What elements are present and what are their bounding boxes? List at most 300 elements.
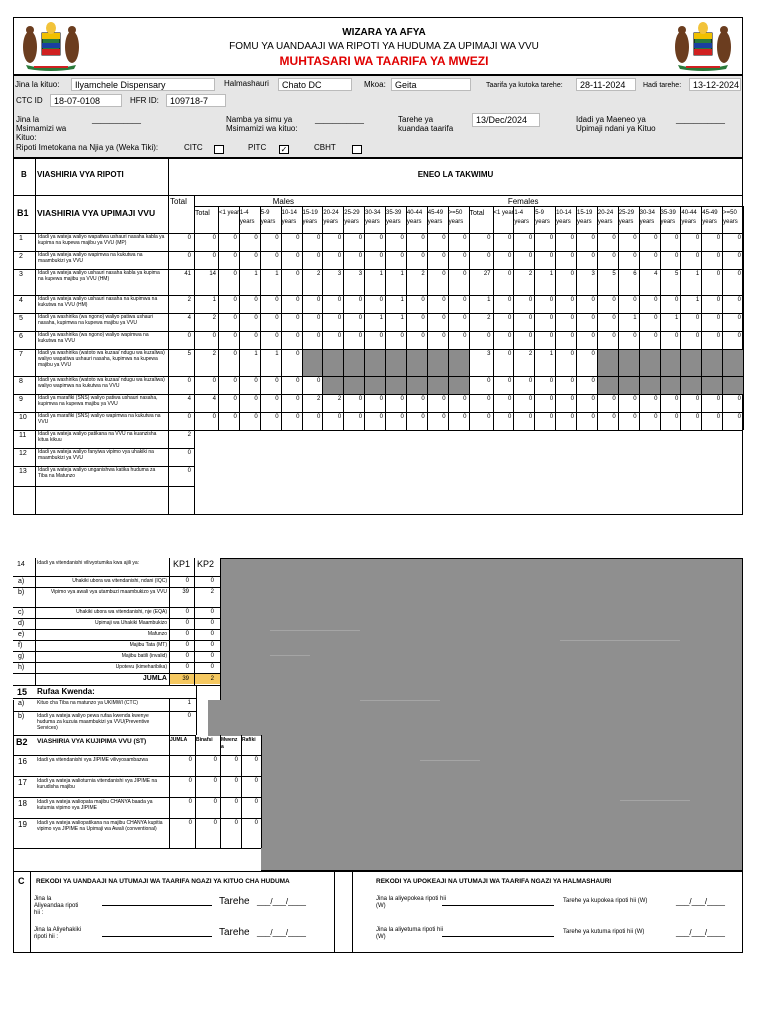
b2-value[interactable]: 0	[213, 757, 217, 763]
data-cell-value: 0	[212, 333, 216, 339]
data-cell-value: 0	[549, 253, 554, 259]
b2-value[interactable]: 0	[254, 778, 258, 784]
data-cell-value: 0	[400, 414, 404, 420]
data-area-title: ENEO LA TAKWIMU	[417, 170, 494, 179]
data-cell-value: 0	[296, 396, 300, 402]
kp2-value[interactable]: 0	[210, 653, 214, 659]
data-cell-value: 0	[716, 414, 721, 420]
data-cell-value: 0	[654, 396, 658, 402]
data-cell-value: 0	[528, 414, 533, 420]
disabled-cell	[661, 350, 681, 376]
data-cell-value: 0	[233, 333, 237, 339]
verified-date-field[interactable]: ___/___/____	[257, 928, 306, 937]
s15-row-value[interactable]: 0	[187, 713, 191, 719]
b2-value[interactable]: 0	[213, 799, 217, 805]
b2-column-divider	[195, 735, 196, 848]
kp2-value[interactable]: 0	[210, 664, 214, 670]
male-age-header: 25-29 years	[344, 210, 360, 225]
b2-value[interactable]: 0	[234, 757, 238, 763]
data-cell-value: 0	[254, 235, 258, 241]
disabled-cell	[323, 350, 343, 376]
data-cell-value: 0	[254, 378, 258, 384]
data-cell-value: 0	[337, 297, 342, 303]
s15-number: 15	[17, 687, 28, 697]
form-title: FOMU YA UANDAAJI WA RIPOTI YA HUDUMA ZA UPIMAJI WA VVU	[229, 41, 539, 52]
data-cell-value: 0	[463, 253, 467, 259]
data-cell-value: 1	[254, 271, 258, 277]
male-age-header: 15-19 years	[302, 210, 318, 225]
data-cell-value: 0	[695, 333, 700, 339]
kp2-value[interactable]: 0	[210, 578, 214, 584]
data-cell-value: 0	[379, 414, 383, 420]
disabled-cell	[407, 350, 427, 376]
data-cell-value: 0	[508, 235, 512, 241]
data-cell-value: 0	[612, 253, 616, 259]
data-cell-value: 0	[675, 333, 679, 339]
kp1-value[interactable]: 0	[185, 620, 189, 626]
data-cell-value: 0	[591, 235, 595, 241]
row-total-value[interactable]: 0	[187, 235, 191, 241]
kp1-value[interactable]: 0	[185, 653, 189, 659]
data-cell-value: 0	[442, 235, 446, 241]
testing-areas-label: Idadi ya Maeneo ya Upimaji ndani ya Kituo	[576, 115, 656, 133]
data-cell-value: 0	[508, 333, 512, 339]
data-cell-value: 0	[421, 414, 425, 420]
female-age-header: 15-19 years	[577, 210, 593, 225]
data-cell-value: 0	[379, 297, 383, 303]
opt-citc-checkbox[interactable]	[214, 145, 224, 154]
data-cell-value: 0	[675, 235, 679, 241]
kp1-value[interactable]: 0	[185, 664, 189, 670]
b2-value[interactable]: 0	[254, 757, 258, 763]
data-cell-value: 0	[337, 315, 342, 321]
b2-header-bottom	[13, 755, 261, 756]
data-cell-value: 4	[212, 396, 216, 402]
grey-area-gridline	[270, 630, 360, 631]
data-cell-value: 0	[716, 235, 721, 241]
grey-area-gridline	[270, 655, 310, 656]
data-cell-value: 1	[254, 351, 258, 357]
received-by-field[interactable]	[442, 905, 554, 906]
b2-row-label: Idadi ya vitendanishi vya JIPIME vilivyosambazwa	[37, 757, 148, 763]
row-total-value[interactable]: 2	[187, 297, 191, 303]
row-description: Idadi ya washirika (watoto wa kuzaa/ ndugu wa kuzaliwa) waliyo wapatiwa ushauri nasaha, kupimwa na kupewa majibu ya VVU	[38, 350, 165, 368]
data-cell-value: 0	[233, 351, 237, 357]
data-cell-value: 0	[675, 297, 679, 303]
data-cell-value: 0	[654, 235, 658, 241]
section-c-right-divider	[352, 871, 353, 953]
data-cell-value: 0	[695, 253, 700, 259]
prepared-date-field[interactable]: ___/___/____	[257, 897, 306, 906]
data-cell-value: 0	[212, 414, 216, 420]
opt-citc-label: CITC	[184, 143, 203, 152]
b2-value[interactable]: 0	[188, 757, 192, 763]
data-cell-value: 5	[675, 271, 679, 277]
disabled-cell	[386, 377, 406, 394]
male-age-header: 35-39 years	[386, 210, 402, 225]
data-cell-value: 0	[442, 253, 446, 259]
data-cell-value: 0	[487, 333, 491, 339]
hfr-id-label: HFR ID:	[130, 96, 159, 105]
b1-code: B1	[17, 208, 29, 218]
data-cell-value: 0	[421, 333, 425, 339]
s15-title: Rufaa Kwenda:	[37, 687, 95, 696]
b1-title: VIASHIRIA VYA UPIMAJI VVU	[37, 208, 156, 218]
b2-value[interactable]: 0	[234, 820, 238, 826]
section-c-left-title: REKODI YA UANDAAJI NA UTUMAJI WA TAARIFA NGAZI YA KITUO CHA HUDUMA	[36, 878, 290, 885]
row-description: Idadi ya wateja waliyo unganishwa katika huduma za Tiba na Matunzo	[38, 467, 156, 479]
data-cell-value: 0	[296, 297, 300, 303]
row-number: 12	[19, 450, 27, 457]
verified-by-field[interactable]	[102, 936, 212, 937]
data-cell-value: 1	[695, 297, 700, 303]
data-cell-value: 0	[233, 315, 237, 321]
kp1-value[interactable]: 0	[185, 631, 189, 637]
phone-blank[interactable]: ___________	[315, 115, 364, 124]
data-cell-value: 0	[508, 351, 512, 357]
females-header: Females	[507, 197, 539, 206]
kp1-value[interactable]: 39	[182, 589, 189, 595]
data-cell-value: 0	[400, 235, 404, 241]
data-cell-value: 0	[695, 414, 700, 420]
data-cell-value: 0	[317, 235, 321, 241]
b2-value[interactable]: 0	[234, 799, 238, 805]
data-cell-value: 0	[633, 396, 637, 402]
data-cell-value: 0	[654, 333, 658, 339]
data-cell-value: 0	[570, 378, 574, 384]
b2-row-border	[13, 797, 261, 798]
disabled-cell	[407, 377, 427, 394]
b2-value[interactable]: 0	[188, 799, 192, 805]
data-cell-value: 1	[549, 271, 554, 277]
sent-date-field[interactable]: ___/___/____	[676, 928, 725, 937]
data-cell-value: 0	[296, 235, 300, 241]
disabled-cell	[681, 377, 701, 394]
data-cell-value: 0	[570, 253, 574, 259]
data-cell-value: 0	[737, 271, 741, 277]
jumla-kp1-value: 39	[182, 676, 189, 682]
b2-value[interactable]: 0	[254, 820, 258, 826]
ctc-id-field[interactable]: 18-07-0108	[50, 94, 122, 107]
row-total-value[interactable]: 4	[187, 315, 191, 321]
data-cell-value: 0	[296, 378, 300, 384]
data-cell-value: 0	[317, 414, 321, 420]
row-number: 7	[19, 351, 23, 358]
female-age-header: 1-4 years	[514, 210, 530, 225]
data-cell-value: 0	[400, 253, 404, 259]
s14-row-code: b)	[18, 589, 25, 596]
verified-date-label: Tarehe	[219, 927, 250, 938]
disabled-cell	[702, 350, 722, 376]
row-description: Idadi ya marafiki (SNS) waliyo wapimwa na kukutwa na VVU	[38, 413, 161, 425]
data-cell-value: 4	[654, 271, 658, 277]
section-b-code: B	[21, 170, 27, 179]
data-cell-value: 1	[275, 351, 279, 357]
s14-row-code: c)	[18, 609, 24, 616]
date-prepared-label: Tarehe ya kuandaa taarifa	[398, 115, 454, 133]
council-label: Halmashauri	[224, 79, 269, 88]
data-cell-value: 0	[463, 315, 467, 321]
prepared-by-field[interactable]	[102, 905, 212, 906]
report-from-field[interactable]: 28-11-2024	[576, 78, 636, 91]
data-cell-value: 0	[570, 315, 574, 321]
kp2-value[interactable]: 0	[210, 609, 214, 615]
data-cell-value: 0	[612, 414, 616, 420]
data-cell-value: 0	[421, 315, 425, 321]
data-cell-value: 0	[508, 378, 512, 384]
incharge-blank[interactable]: ___________	[92, 115, 141, 124]
hfr-id-field[interactable]: 109718-7	[166, 94, 226, 107]
data-cell-value: 0	[549, 414, 554, 420]
facility-name-label: Jina la kituo:	[15, 80, 60, 89]
b2-value[interactable]: 0	[213, 778, 217, 784]
row-number: 6	[19, 333, 23, 340]
data-cell-value: 0	[487, 396, 491, 402]
data-cell-value: 0	[549, 378, 554, 384]
data-cell-value: 0	[591, 297, 595, 303]
data-cell-value: 0	[296, 253, 300, 259]
kp1-value[interactable]: 0	[185, 642, 189, 648]
s14-row-code: g)	[18, 653, 25, 660]
row-number: 2	[19, 253, 23, 260]
data-cell-value: 0	[716, 297, 721, 303]
section-c-right-title: REKODI YA UPOKEAJI NA UTUMAJI WA TAARIFA NGAZI YA HALMASHAURI	[376, 878, 612, 885]
data-cell-value: 14	[209, 271, 216, 277]
opt-cbht-label: CBHT	[314, 143, 336, 152]
data-cell-value: 0	[442, 333, 446, 339]
row-total-value[interactable]: 0	[187, 253, 191, 259]
data-cell-value: 0	[317, 253, 321, 259]
data-cell-value: 0	[358, 235, 363, 241]
data-cell-value: 0	[695, 315, 700, 321]
disabled-cell	[344, 377, 364, 394]
data-cell-value: 0	[549, 297, 554, 303]
sent-by-field[interactable]	[442, 936, 554, 937]
b-code-divider	[35, 158, 36, 515]
data-cell-value: 0	[549, 315, 554, 321]
date-prepared-field[interactable]: 13/Dec/2024	[472, 113, 540, 127]
data-cell-value: 0	[737, 297, 741, 303]
male-age-header: 45-49 years	[427, 210, 444, 225]
data-cell-value: 0	[275, 414, 279, 420]
data-cell-value: 0	[716, 396, 721, 402]
data-cell-value: 0	[633, 297, 637, 303]
testing-areas-blank[interactable]: ___________	[676, 115, 725, 124]
row-total-value[interactable]: 0	[187, 450, 191, 456]
row-total-value[interactable]: 41	[184, 271, 191, 277]
row-number: 5	[19, 315, 23, 322]
data-cell-value: 0	[254, 253, 258, 259]
kp2-value[interactable]: 2	[210, 589, 214, 595]
data-cell-value: 0	[508, 414, 512, 420]
data-cell-value: 0	[612, 396, 616, 402]
kp2-value[interactable]: 0	[210, 631, 214, 637]
data-cell-value: 0	[528, 333, 533, 339]
section-c-code-divider	[30, 871, 31, 953]
kp2-value[interactable]: 0	[210, 642, 214, 648]
data-cell-value: 0	[549, 333, 554, 339]
disabled-cell	[365, 377, 385, 394]
data-cell-value: 1	[212, 297, 216, 303]
data-cell-value: 0	[508, 315, 512, 321]
data-cell-value: 0	[254, 414, 258, 420]
row-description: Idadi ya washirika (wa ngono) waliyo patiwa ushauri nasaha, kupimwa na kupewa majibu ya VVU	[38, 314, 154, 326]
b2-value[interactable]: 0	[254, 799, 258, 805]
row-total-value[interactable]: 0	[187, 333, 191, 339]
data-cell-value: 0	[358, 414, 363, 420]
region-field[interactable]: Geita	[391, 78, 471, 91]
data-cell-value: 0	[612, 235, 616, 241]
male-age-header: >=50 years	[448, 210, 464, 225]
data-cell-value: 0	[317, 297, 321, 303]
s14-number: 14	[17, 561, 25, 568]
data-cell-value: 1	[400, 297, 404, 303]
data-cell-value: 0	[654, 315, 658, 321]
data-cell-value: 0	[528, 297, 533, 303]
male-age-header: 30-34 years	[365, 210, 381, 225]
data-cell-value: 0	[570, 396, 574, 402]
data-cell-value: 0	[654, 253, 658, 259]
s14-row-code: a)	[18, 578, 25, 585]
data-cell-value: 0	[296, 333, 300, 339]
row-number: 11	[19, 432, 27, 439]
data-cell-value: 0	[317, 378, 321, 384]
disabled-cell	[619, 350, 639, 376]
opt-cbht-checkbox[interactable]	[352, 145, 362, 154]
kp2-value[interactable]: 0	[210, 620, 214, 626]
row-total-value[interactable]: 2	[187, 432, 191, 438]
male-age-header: 5-9 years	[260, 210, 276, 225]
b2-value[interactable]: 0	[188, 820, 192, 826]
kp1-value[interactable]: 0	[185, 578, 189, 584]
data-cell-value: 0	[633, 414, 637, 420]
s14-row-border	[13, 618, 221, 619]
data-cell-value: 3	[358, 271, 363, 277]
data-cell-value: 0	[379, 235, 383, 241]
b2-row-number: 17	[18, 778, 27, 787]
row-number: 9	[19, 396, 23, 403]
data-cell-value: 0	[591, 378, 595, 384]
data-cell-value: 1	[379, 271, 383, 277]
row-total-value[interactable]: 0	[187, 414, 191, 420]
row-description: Idadi ya marafiki (SNS) waliyo patiwa ushauri nasaha, kupimwa na kupewa majibu ya VVU	[38, 395, 158, 407]
data-cell-value: 0	[337, 414, 342, 420]
data-cell-value: 0	[633, 253, 637, 259]
kp1-value[interactable]: 0	[185, 609, 189, 615]
male-age-header: 1-4 years	[239, 210, 255, 225]
data-cell-value: 0	[337, 253, 342, 259]
s15-end-divider	[196, 685, 197, 735]
data-cell-value: 0	[463, 396, 467, 402]
data-cell-value: 0	[570, 351, 574, 357]
s15-row-value[interactable]: 1	[187, 700, 191, 706]
data-cell-value: 0	[716, 333, 721, 339]
s14-row-border	[13, 662, 221, 663]
region-label: Mkoa:	[364, 80, 386, 89]
council-field[interactable]: Chato DC	[278, 78, 352, 91]
jumla-kp2-value: 2	[210, 676, 214, 682]
verified-by-label: Jina la Aliyehakiki ripoti hii :	[34, 927, 82, 940]
facility-name-field[interactable]: Ilyamchele Dispensary	[71, 78, 215, 91]
data-cell-value: 0	[463, 414, 467, 420]
row-total-value[interactable]: 4	[187, 396, 191, 402]
s14-row-border	[13, 651, 221, 652]
received-date-field[interactable]: ___/___/____	[676, 897, 725, 906]
female-total-header: Total	[469, 210, 485, 217]
s14-description: Idadi ya vitendanishi vilivyotumika kwa ajili ya:	[37, 560, 139, 566]
data-cell-value: 0	[379, 333, 383, 339]
data-cell-value: 0	[737, 253, 741, 259]
b2-value[interactable]: 0	[234, 778, 238, 784]
data-cell-value: 0	[508, 297, 512, 303]
data-cell-value: 0	[675, 414, 679, 420]
row-total-value[interactable]: 0	[187, 378, 191, 384]
disabled-cell	[681, 350, 701, 376]
row-total-value[interactable]: 0	[187, 468, 191, 474]
data-cell-value: 0	[591, 315, 595, 321]
b2-value[interactable]: 0	[213, 820, 217, 826]
data-cell-value: 0	[675, 396, 679, 402]
data-cell-value: 0	[570, 333, 574, 339]
male-age-header: 40-44 years	[406, 210, 423, 225]
data-cell-value: 0	[487, 235, 491, 241]
data-cell-value: 0	[254, 333, 258, 339]
b2-row-number: 19	[18, 820, 27, 829]
data-cell-value: 0	[296, 315, 300, 321]
b2-row-label: Idadi ya wateja walioturnia vitendanishi vya JIPIME na kurudisha majibu	[37, 778, 158, 790]
prepared-by-label: Jina la Aliyeandaa ripoti hii :	[34, 896, 79, 916]
data-cell-value: 0	[275, 297, 279, 303]
row-total-value[interactable]: 5	[187, 351, 191, 357]
data-cell-value: 0	[695, 235, 700, 241]
data-cell-value: 0	[358, 333, 363, 339]
data-cell-value: 0	[675, 253, 679, 259]
report-to-field[interactable]: 13-12-2024	[689, 78, 741, 91]
sent-date-label: Tarehe ya kutuma ripoti hii (W)	[563, 929, 645, 935]
opt-pitc-checkbox[interactable]: ✓	[280, 145, 288, 154]
s14-row-label: Majibu batili (invalid)	[121, 653, 167, 659]
s14-row-code: f)	[18, 642, 23, 649]
data-cell-value: 0	[528, 315, 533, 321]
data-cell-value: 0	[737, 396, 741, 402]
data-cell-value: 1	[487, 297, 491, 303]
disabled-cell	[344, 350, 364, 376]
data-cell-value: 0	[612, 333, 616, 339]
b2-row-number: 16	[18, 757, 27, 766]
report-to-label: Hadi tarehe:	[643, 82, 682, 89]
s14-row-border	[13, 629, 221, 630]
female-age-header: 20-24 years	[597, 210, 614, 225]
data-cell-value: 0	[549, 235, 554, 241]
data-cell-value: 0	[508, 271, 512, 277]
data-cell-value: 0	[463, 333, 467, 339]
disabled-cell	[619, 377, 639, 394]
data-cell-value: 6	[633, 271, 637, 277]
data-cell-value: 0	[358, 315, 363, 321]
data-cell-value: 0	[737, 315, 741, 321]
s14-row-border	[13, 587, 221, 588]
data-cell-value: 0	[442, 297, 446, 303]
b2-value[interactable]: 0	[188, 778, 192, 784]
data-column-divider	[743, 206, 744, 430]
data-cell-value: 0	[233, 253, 237, 259]
data-cell-value: 0	[442, 396, 446, 402]
b2-row-label: Idadi ya wateja waliopata majibu CHANYA baada ya kutumia vipimo vya JIPIME	[37, 799, 153, 811]
male-age-header: <1 year	[219, 210, 240, 216]
data-cell-value: 0	[591, 351, 595, 357]
row-number: 10	[19, 414, 27, 421]
b2-row-number: 18	[18, 799, 27, 808]
